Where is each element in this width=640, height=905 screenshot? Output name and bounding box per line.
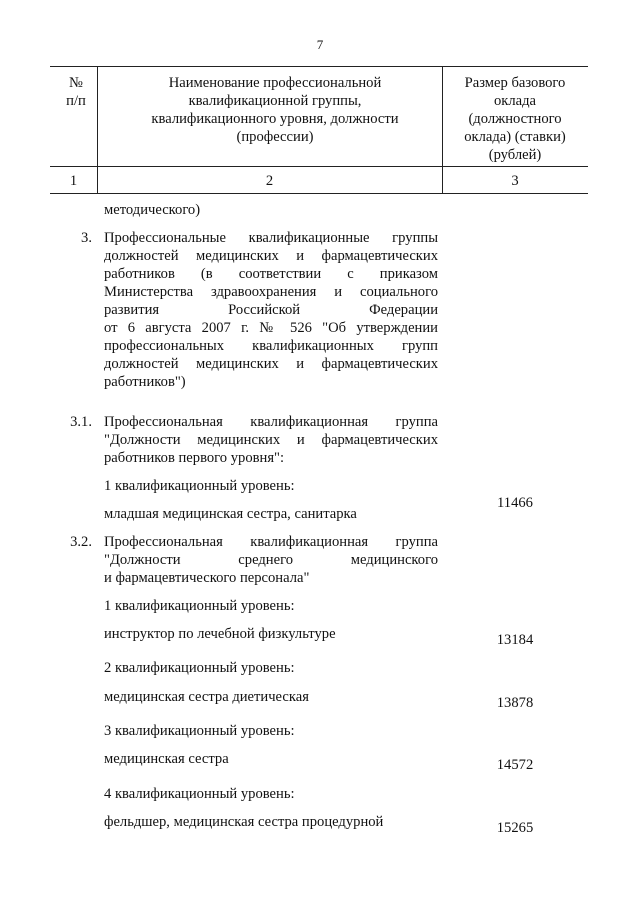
header-index-1: 1 (69, 173, 78, 189)
group-3-2-line: Профессиональная квалификационная группа (104, 534, 438, 550)
group-3-2-title (104, 533, 438, 587)
group-3-2-line: и фармацевтического персонала" (104, 570, 310, 586)
section-3-line: Профессиональные квалификационные группы (104, 230, 438, 246)
group-3-1-line: Профессиональная квалификационная группа (104, 414, 438, 430)
group-3-1-line: работников первого уровня": (104, 450, 285, 466)
header-middle-border (50, 166, 588, 167)
section-3-number: 3. (81, 230, 92, 246)
header-number-column: № п/п (66, 75, 86, 109)
salary-value: 14572 (496, 757, 534, 773)
group-3-2-line: "Должности среднего медицинского (104, 552, 438, 568)
position-name: фельдшер, медицинская сестра процедурной (104, 814, 384, 830)
header-index-3: 3 (511, 173, 519, 189)
header-bottom-border (50, 193, 588, 194)
group-3-1-title (104, 413, 438, 467)
section-3-line: должностей медицинских и фармацевтических (104, 248, 438, 264)
group-3-1-number: 3.1. (70, 414, 92, 430)
header-name-column: Наименование профессиональной квалификационной группы, квалификационного уровня, должности (профессии) (151, 75, 399, 145)
section-3-title (104, 229, 438, 391)
level-label: 1 квалификационный уровень: (104, 598, 295, 614)
section-3-line: Министерства здравоохранения и социального (104, 284, 438, 300)
section-3-line: работников") (104, 374, 186, 390)
position-name: инструктор по лечебной физкультуре (104, 626, 336, 642)
position-name: медицинская сестра (104, 751, 229, 767)
level-label: 2 квалификационный уровень: (104, 660, 295, 676)
group-3-2-number: 3.2. (70, 534, 92, 550)
group-3-1-position: младшая медицинская сестра, санитарка (104, 506, 357, 522)
group-3-1-salary: 11466 (497, 495, 533, 511)
section-3-line: профессиональных квалификационных групп (104, 338, 438, 354)
salary-value: 13878 (496, 695, 534, 711)
continued-text: методического) (104, 202, 201, 218)
group-3-1-line: "Должности медицинских и фармацевтических (104, 432, 438, 448)
section-3-line: должностей медицинских и фармацевтических (104, 356, 438, 372)
level-label: 4 квалификационный уровень: (104, 786, 295, 802)
header-top-border (50, 66, 588, 67)
position-name: медицинская сестра диетическая (104, 689, 309, 705)
section-3-line: работников (в соответствии с приказом (104, 266, 438, 282)
header-index-2: 2 (265, 173, 274, 189)
level-label: 3 квалификационный уровень: (104, 723, 295, 739)
section-3-line: от 6 августа 2007 г. № 526 "Об утверждении (104, 320, 438, 336)
salary-value: 13184 (496, 632, 534, 648)
salary-value: 15265 (496, 820, 534, 836)
group-3-1-level: 1 квалификационный уровень: (104, 478, 295, 494)
page-number: 7 (316, 37, 324, 52)
section-3-line: развития Российской Федерации (104, 302, 438, 318)
header-salary-column: Размер базового оклада (должностного оклада) (ставки) (рублей) (464, 75, 566, 163)
